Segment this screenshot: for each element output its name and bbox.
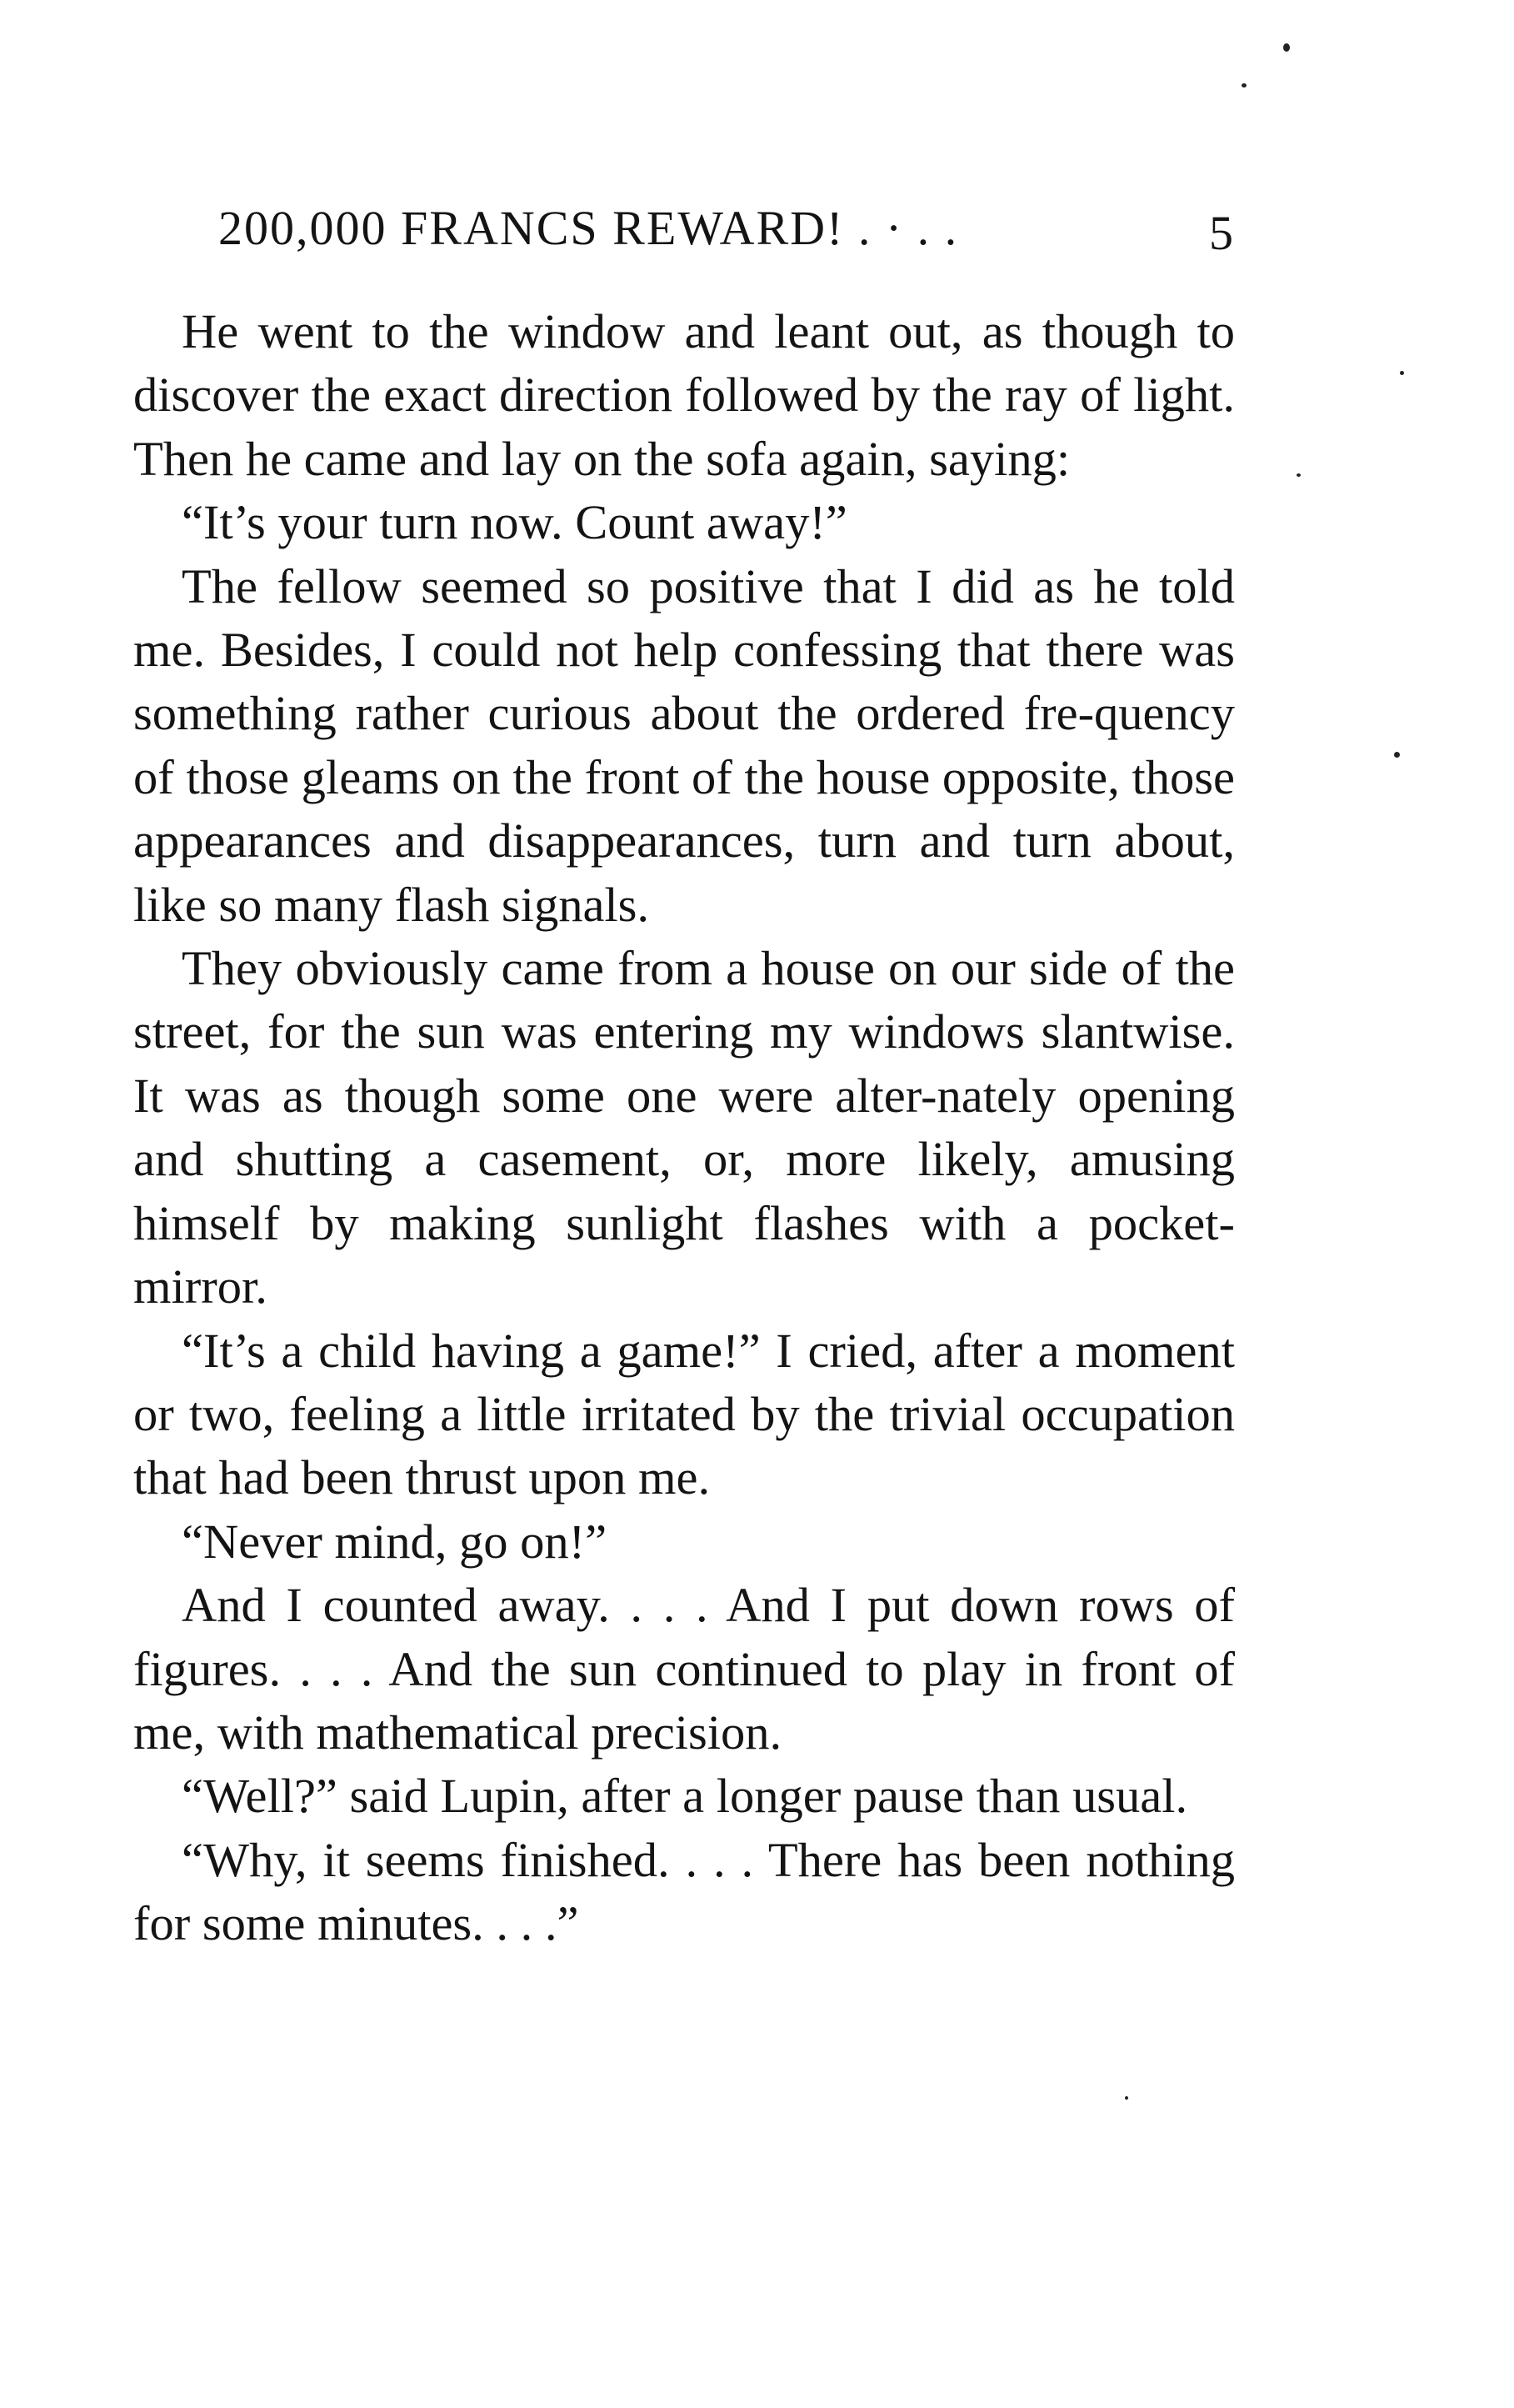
page-number: 5: [1209, 206, 1235, 260]
scan-speck: [1297, 473, 1301, 477]
paragraph: “Why, it seems finished. . . . There has been nothing for some minutes. . . .”: [133, 1832, 1235, 1951]
paragraph: The fellow seemed so positive that I did as he told me. Besides, I could not help confessing that there was something rather curious about the ordered fre-quency of those gleams on the front of the house opposite, those appearances and disappearances, turn and turn about, like so many flash signals.: [133, 558, 1235, 932]
paragraph: “Never mind, go on!”: [182, 1514, 607, 1569]
paragraph: They obviously came from a house on our side of the street, for the sun was entering my windows slantwise. It was as though some one were alter-nately opening and shutting a casement, or, more likely, amusing himself by making sunlight flashes with a pocket-mirror.: [133, 941, 1235, 1314]
scan-speck: [1125, 2096, 1128, 2100]
paragraph: He went to the window and leant out, as though to discover the exact direction followed by the ray of light. Then he came and lay on the sofa again, saying:: [133, 304, 1235, 486]
scan-speck: [1283, 43, 1290, 52]
paragraph: “Well?” said Lupin, after a longer pause than usual.: [182, 1769, 1188, 1824]
running-title: 200,000 FRANCS REWARD! . · . .: [218, 201, 959, 255]
paragraph: “It’s a child having a game!” I cried, after a moment or two, feeling a little irritated by the trivial occupation that had been thrust upon me.: [133, 1323, 1235, 1505]
scan-speck: [1400, 371, 1404, 375]
scan-speck: [1242, 83, 1247, 88]
running-header: [218, 200, 1235, 275]
paragraph: And I counted away. . . . And I put down rows of figures. . . . And the sun continued to play in front of me, with mathematical precision.: [133, 1578, 1235, 1760]
paragraph: “It’s your turn now. Count away!”: [182, 495, 847, 550]
body-text: [133, 300, 1235, 1956]
scan-speck: [1394, 752, 1400, 758]
